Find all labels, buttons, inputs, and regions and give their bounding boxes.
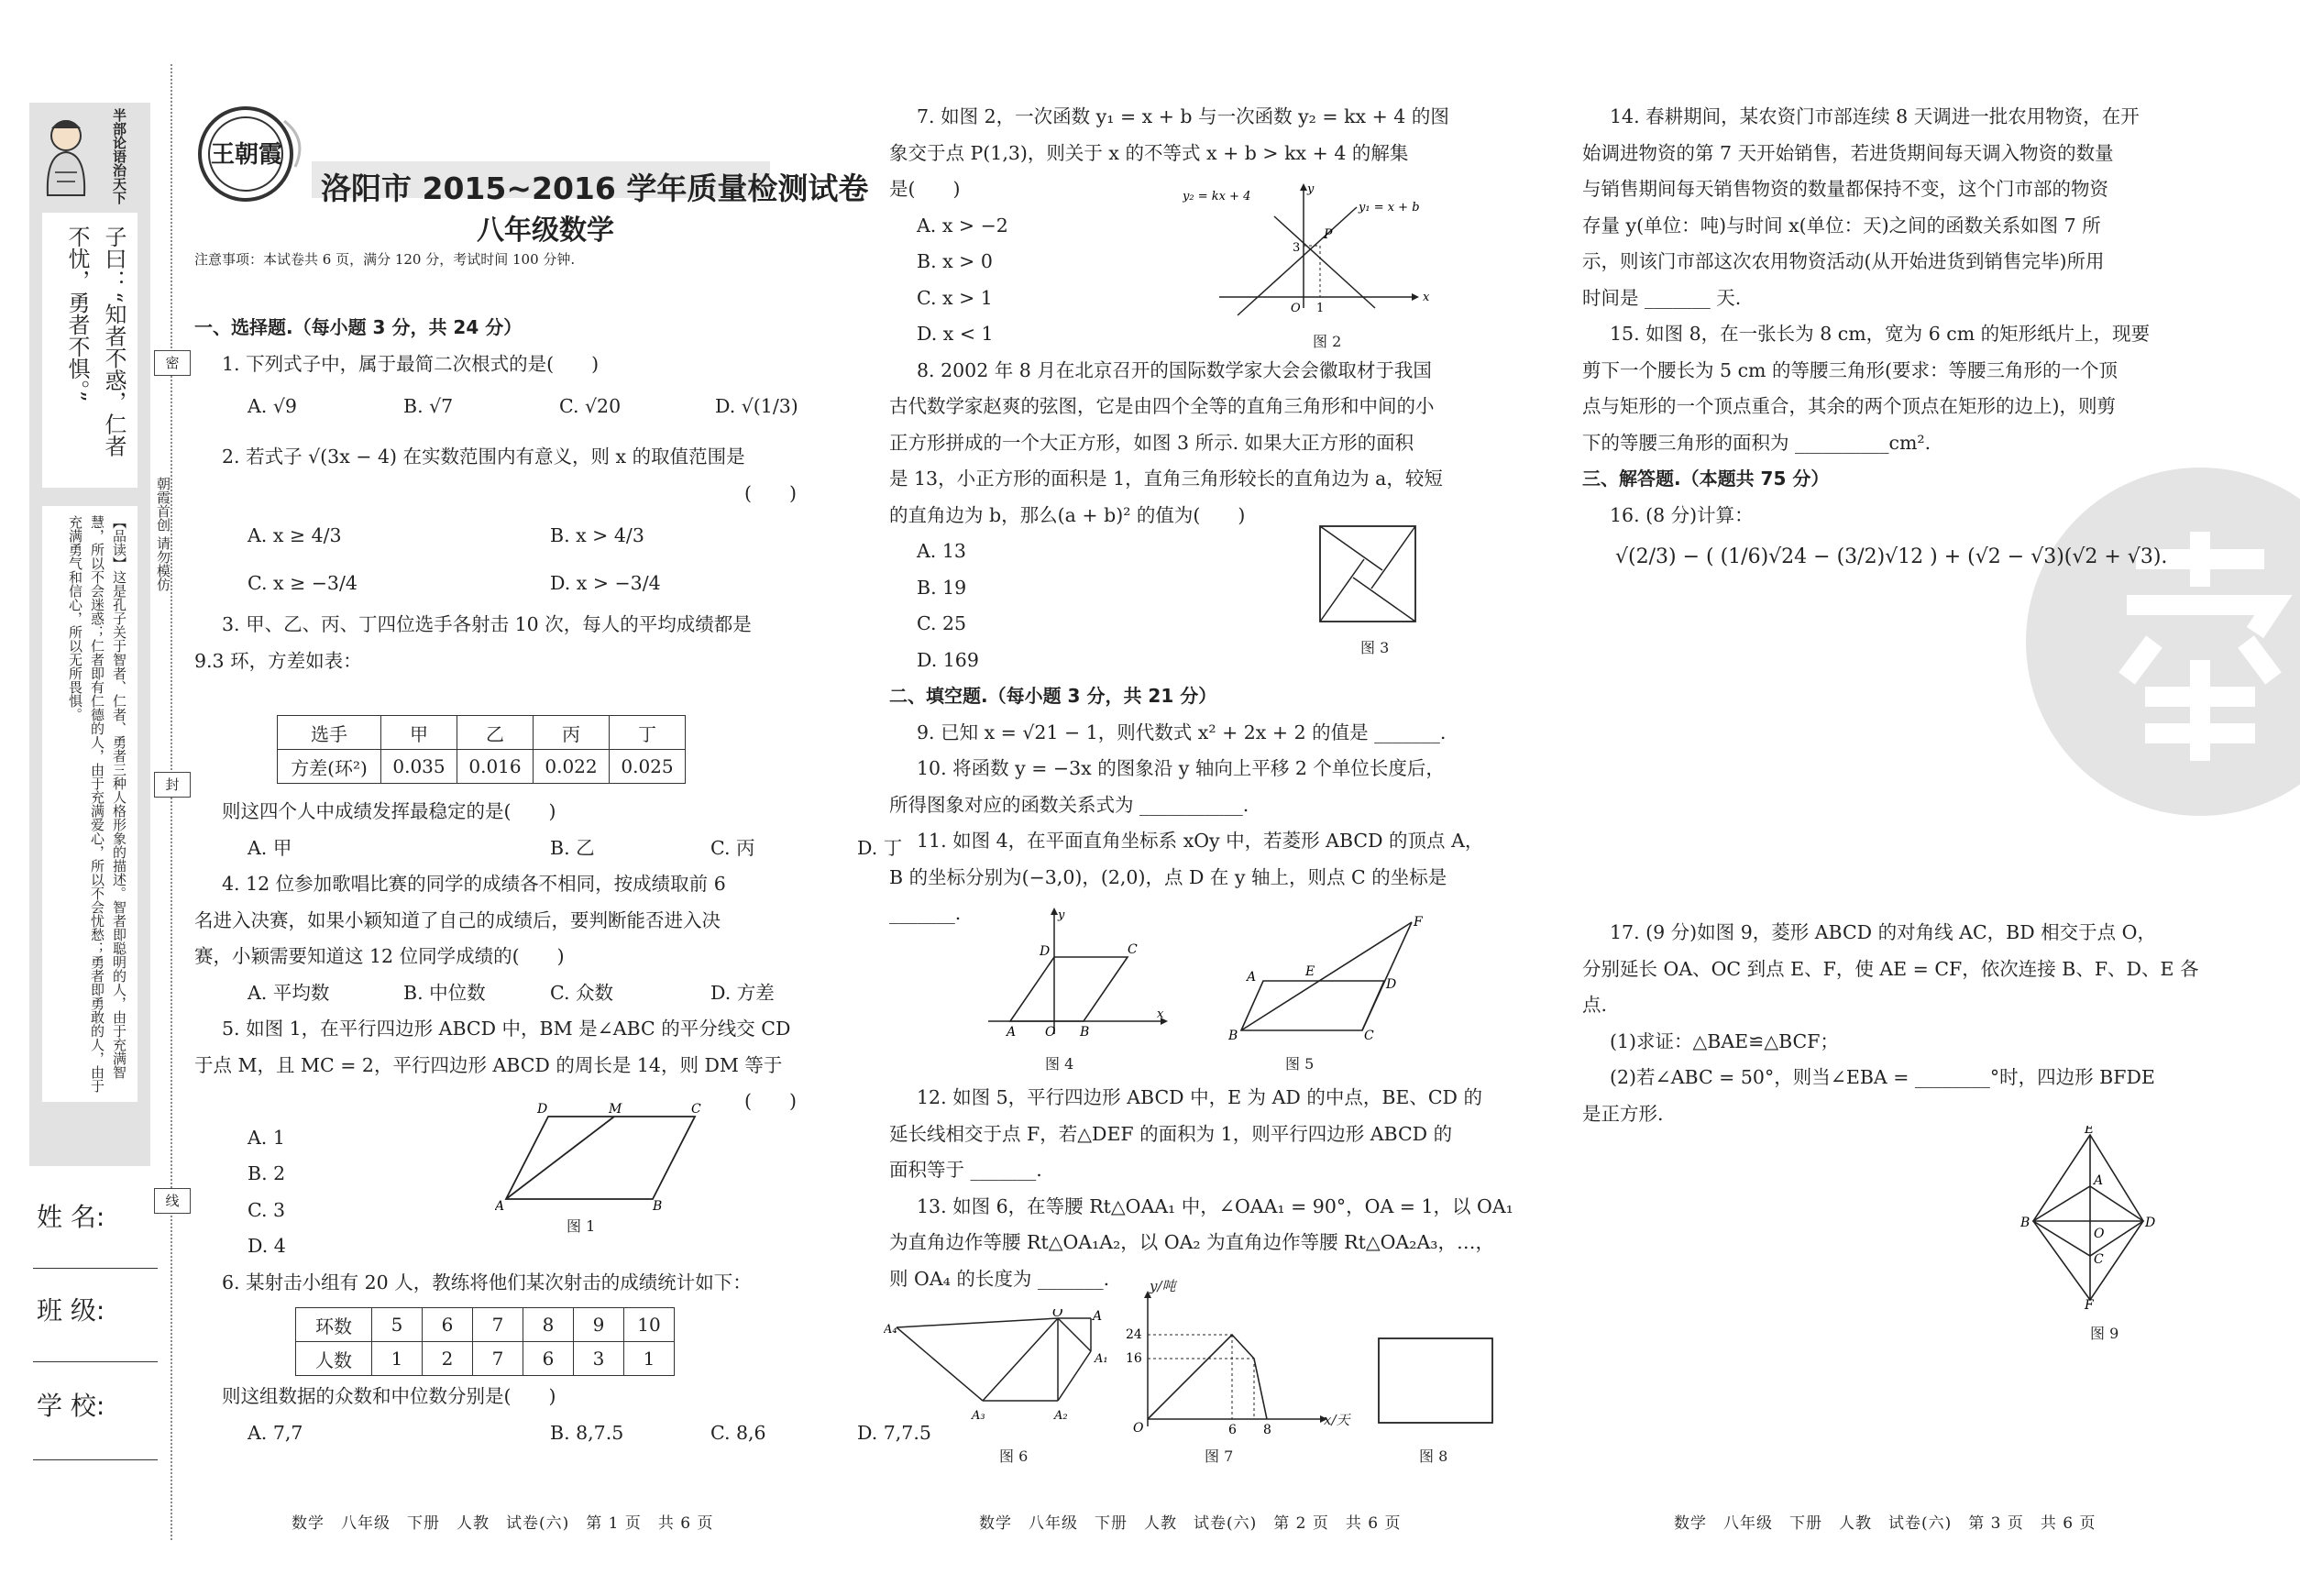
q14-stem-6: 时间是 _______ 天. [1582, 286, 1742, 309]
q8-stem-5: 的直角边为 b，那么(a + b)² 的值为( ) [889, 503, 1246, 526]
q8-option-c[interactable]: C. 25 [917, 612, 967, 634]
svg-text:O: O [1045, 1025, 1056, 1040]
school-line[interactable] [33, 1459, 158, 1460]
q5-paren: ( ) [744, 1090, 797, 1112]
table-cell: 甲 [381, 716, 457, 750]
svg-text:A₂: A₂ [1054, 1409, 1068, 1423]
q17-part-1: (1)求证：△BAE≌△BCF； [1610, 1029, 1839, 1052]
table-cell: 乙 [457, 716, 534, 750]
svg-text:D: D [1386, 977, 1397, 992]
q14-stem-3: 与销售期间每天销售物资的数量都保持不变，这个门市部的物资 [1582, 178, 2108, 200]
q5-option-d[interactable]: D. 4 [248, 1235, 286, 1257]
q7-option-c[interactable]: C. x > 1 [917, 286, 993, 309]
q13-stem-2: 为直角边作等腰 Rt△OA₁A₂，以 OA₂ 为直角边作等腰 Rt△OA₂A₃，…， [889, 1231, 1494, 1253]
table-cell: 丁 [610, 716, 686, 750]
variance-table [277, 715, 686, 784]
svg-text:B: B [2020, 1216, 2030, 1230]
table-cell: 方差(环²) [278, 750, 381, 784]
q17-part-2-end: 是正方形. [1582, 1102, 1664, 1125]
figure-1-caption: 图 1 [567, 1217, 596, 1235]
table-cell: 8 [523, 1308, 574, 1342]
svg-text:P: P [1324, 227, 1333, 242]
table-cell: 2 [423, 1342, 473, 1376]
svg-text:A: A [1247, 970, 1257, 985]
q3-option-d[interactable]: D. 丁 [857, 836, 903, 859]
q10-stem-2: 所得图象对应的函数关系式为 ___________. [889, 793, 1249, 816]
q4-stem-1: 4. 12 位参加歌唱比赛的同学的成绩各不相同，按成绩取前 6 [222, 873, 726, 895]
svg-text:O: O [1052, 1309, 1063, 1320]
table-cell: 1 [624, 1342, 675, 1376]
column-1-cont [194, 794, 902, 1301]
q1-option-d[interactable]: D. √(1/3) [715, 395, 798, 417]
q2-paren: ( ) [744, 481, 797, 504]
exam-notice: 注意事项：本试卷共 6 页，满分 120 分，考试时间 100 分钟. [194, 251, 576, 268]
figure-7-ylabel: y/吨 [1150, 1278, 1176, 1294]
svg-text:y₂ = kx + 4: y₂ = kx + 4 [1183, 190, 1251, 204]
figure-8-caption: 图 8 [1419, 1447, 1448, 1465]
q7-stem-2: 象交于点 P(1,3)，则关于 x 的不等式 x + b > kx + 4 的解集 [889, 141, 1409, 164]
figure-5-caption: 图 5 [1285, 1055, 1315, 1073]
q5-stem-1: 5. 如图 1，在平行四边形 ABCD 中，BM 是∠ABC 的平分线交 CD [222, 1018, 791, 1040]
slogan: 半部论语治天下 [111, 108, 127, 204]
q2-options-row2 [194, 559, 798, 607]
q3-stem-1: 3. 甲、乙、丙、丁四位选手各射击 10 次，每人的平均成绩都是 [222, 613, 752, 635]
q2-stem: 2. 若式子 √(3x − 4) 在实数范围内有意义，则 x 的取值范围是 [222, 446, 745, 468]
q4-option-d[interactable]: D. 方差 [710, 981, 775, 1004]
table-cell: 6 [423, 1308, 473, 1342]
q1-option-a[interactable]: A. √9 [248, 395, 297, 417]
q8-stem-4: 是 13，小正方形的面积是 1，直角三角形较长的直角边为 a，较短 [889, 468, 1443, 490]
svg-text:x: x [1423, 291, 1430, 304]
table-row [296, 1342, 675, 1376]
figure-4 [988, 906, 1172, 1047]
q16-expression: √(2/3) − ( (1/6)√24 − (3/2)√12 ) + (√2 − √3)(√2 + √3). [1615, 545, 2168, 568]
q11-stem-1: 11. 如图 4，在平面直角坐标系 xOy 中，若菱形 ABCD 的顶点 A， [917, 830, 1484, 852]
svg-text:D: D [537, 1102, 548, 1117]
q17-stem-1: 17. (9 分)如图 9，菱形 ABCD 的对角线 AC，BD 相交于点 O， [1610, 921, 2156, 943]
table-cell: 环数 [296, 1308, 372, 1342]
table-cell: 0.035 [381, 750, 457, 784]
confucius-quote: 子曰：“知者不惑，仁者不忧，勇者不惧。” [42, 213, 138, 488]
svg-text:B: B [653, 1199, 663, 1210]
q3-options [194, 831, 902, 867]
sidebar [29, 103, 150, 1166]
table-cell: 选手 [278, 716, 381, 750]
q3-option-c[interactable]: C. 丙 [710, 836, 755, 859]
q1-stem: 1. 下列式子中，属于最简二次根式的是( ) [222, 352, 600, 375]
section-3-heading: 三、解答题.（本题共 75 分） [1582, 468, 1830, 490]
svg-text:C: C [2094, 1252, 2104, 1267]
q9-stem: 9. 已知 x = √21 − 1，则代数式 x² + 2x + 2 的值是 _______. [917, 721, 1447, 743]
q6-stem-2: 则这组数据的众数和中位数分别是( ) [222, 1385, 556, 1407]
q8-stem-3: 正方形拼成的一个大正方形，如图 3 所示. 如果大正方形的面积 [889, 431, 1414, 454]
name-label: 姓 名: [37, 1202, 105, 1232]
q6-option-c[interactable]: C. 8,6 [710, 1421, 766, 1444]
q8-stem-2: 古代数学家赵爽的弦图，它是由四个全等的直角三角形和中间的小 [889, 395, 1435, 417]
table-cell: 3 [574, 1342, 624, 1376]
q7-option-b[interactable]: B. x > 0 [917, 250, 993, 272]
seal-xian: 线 [154, 1188, 191, 1214]
cut-line [171, 64, 172, 1540]
q14-stem-1: 14. 春耕期间，某农资门市部连续 8 天调进一批农用物资，在开 [1610, 105, 2140, 127]
q7-stem-3: 是( ) [889, 178, 961, 200]
q2-option-d[interactable]: D. x > −3/4 [550, 572, 661, 594]
figure-6 [884, 1309, 1122, 1432]
q6-stem: 6. 某射击小组有 20 人，教练将他们某次射击的成绩统计如下： [222, 1271, 752, 1293]
figure-2-caption: 图 2 [1313, 333, 1342, 350]
q4-stem-3: 赛，小颖需要知道这 12 位同学成绩的( ) [194, 945, 565, 967]
svg-text:E: E [2085, 1126, 2095, 1137]
q15-stem-4: 下的等腰三角形的面积为 __________cm². [1582, 431, 1931, 454]
svg-text:E: E [1305, 964, 1315, 979]
svg-text:D: D [1040, 944, 1051, 959]
section-2-heading: 二、填空题.（每小题 3 分，共 21 分） [889, 685, 1217, 707]
q7-stem-1: 7. 如图 2，一次函数 y₁ = x + b 与一次函数 y₂ = kx + 4 的图 [917, 105, 1449, 127]
brand-name: 王朝霞 [211, 141, 283, 169]
q17-part-2: (2)若∠ABC = 50°，则当∠EBA = ________°时，四边形 BFDE [1610, 1066, 2155, 1088]
page-footer-3: 数学 八年级 下册 人教 试卷(六) 第 3 页 共 6 页 [1674, 1514, 2096, 1533]
q5-option-c[interactable]: C. 3 [248, 1198, 286, 1221]
figure-3 [1318, 524, 1419, 629]
svg-text:16: 16 [1126, 1351, 1142, 1366]
figure-7-caption: 图 7 [1205, 1447, 1234, 1465]
q11-stem-3: _______. [889, 902, 962, 924]
q6-option-a[interactable]: A. 7,7 [248, 1421, 303, 1444]
svg-text:6: 6 [1228, 1423, 1237, 1437]
figure-8 [1377, 1337, 1494, 1428]
table-cell: 9 [574, 1308, 624, 1342]
name-line[interactable] [33, 1268, 158, 1269]
q12-stem-3: 面积等于 _______. [889, 1159, 1042, 1181]
figure-6-caption: 图 6 [999, 1447, 1029, 1465]
q7-option-d[interactable]: D. x < 1 [917, 323, 994, 345]
q4-options [194, 975, 902, 1012]
table-cell: 人数 [296, 1342, 372, 1376]
q15-stem-3: 点与矩形的一个顶点重合，其余的两个顶点在矩形的边上)，则剪 [1582, 395, 2116, 417]
svg-text:1: 1 [1316, 302, 1325, 315]
q8-option-b[interactable]: B. 19 [917, 576, 967, 599]
svg-text:B: B [1228, 1029, 1238, 1043]
svg-text:y: y [1307, 182, 1315, 196]
q16-stem: 16. (8 分)计算： [1610, 503, 1754, 526]
column-1 [194, 310, 798, 679]
q17-stem-2: 分别延长 OA、OC 到点 E、F，使 AE = CF，依次连接 B、F、D、E 各 [1582, 957, 2199, 980]
shooting-table [295, 1307, 675, 1376]
column-3 [1582, 99, 2167, 581]
figure-9-caption: 图 9 [2090, 1325, 2119, 1342]
svg-text:O: O [1133, 1421, 1144, 1436]
figure-7-xlabel: x/天 [1324, 1412, 1350, 1428]
q14-stem-4: 存量 y(单位：吨)与时间 x(单位：天)之间的函数关系如图 7 所 [1582, 214, 2101, 237]
table-cell: 6 [523, 1342, 574, 1376]
table-row [278, 716, 686, 750]
svg-text:8: 8 [1263, 1423, 1271, 1437]
scholar-icon [33, 108, 99, 200]
q11-stem-2: B 的坐标分别为(−3,0)，(2,0)，点 D 在 y 轴上，则点 C 的坐标是 [889, 865, 1447, 888]
q4-option-a[interactable]: A. 平均数 [248, 981, 330, 1004]
q1-option-b[interactable]: B. √7 [403, 395, 454, 417]
svg-text:24: 24 [1126, 1327, 1142, 1342]
page-footer-1: 数学 八年级 下册 人教 试卷(六) 第 1 页 共 6 页 [292, 1514, 714, 1533]
svg-text:3: 3 [1293, 241, 1301, 255]
pindu-commentary: 【品读】这是孔子关于智者、仁者、勇者三种人格形象的描述。智者即聪明的人，由于充满智慧，所以不会迷惑；仁者即有仁德的人，由于充满爱心，所以不会忧愁；勇者即勇敢的人，由于充满勇气和信心，所以无所畏惧。 [42, 506, 138, 1102]
svg-text:A: A [1007, 1025, 1017, 1040]
q6-option-d[interactable]: D. 7,7.5 [857, 1421, 931, 1444]
brand-logo [193, 103, 312, 205]
svg-text:y₁ = x + b: y₁ = x + b [1359, 201, 1420, 215]
q2-option-a[interactable]: A. x ≥ 4/3 [248, 524, 342, 546]
table-cell: 7 [473, 1342, 523, 1376]
q13-stem-3: 则 OA₄ 的长度为 _______. [889, 1267, 1110, 1290]
q4-option-b[interactable]: B. 中位数 [403, 981, 486, 1004]
svg-text:A₃: A₃ [972, 1409, 985, 1423]
table-cell: 10 [624, 1308, 675, 1342]
q3-option-a[interactable]: A. 甲 [248, 836, 292, 859]
q5-stem-2: 于点 M，且 MC = 2，平行四边形 ABCD 的周长是 14，则 DM 等于 [194, 1053, 783, 1076]
figure-4-caption: 图 4 [1045, 1055, 1074, 1073]
seal-feng: 封 [154, 772, 191, 798]
table-cell: 5 [372, 1308, 423, 1342]
figure-9 [2020, 1126, 2158, 1313]
q5-option-b[interactable]: B. 2 [248, 1162, 286, 1184]
exam-subtitle: 八年级数学 [477, 215, 614, 247]
svg-text:O: O [1291, 302, 1301, 315]
q3-stem-2: 9.3 环，方差如表： [194, 649, 362, 672]
figure-7 [1120, 1278, 1359, 1441]
q15-stem-2: 剪下一个腰长为 5 cm 的等腰三角形(要求：等腰三角形的一个顶 [1582, 358, 2118, 381]
svg-text:O: O [2094, 1227, 2105, 1241]
column-1-end [194, 1379, 931, 1451]
column-2-cont [889, 1080, 1513, 1297]
class-label: 班 级: [37, 1295, 105, 1326]
svg-text:F: F [2085, 1298, 2094, 1309]
svg-text:D: D [2145, 1216, 2156, 1230]
column-3-q17 [1582, 915, 2198, 1132]
figure-2 [1183, 180, 1458, 321]
svg-text:A: A [1093, 1309, 1103, 1324]
q12-stem-1: 12. 如图 5，平行四边形 ABCD 中，E 为 AD 的中点，BE、CD 的 [917, 1086, 1483, 1108]
q10-stem-1: 10. 将函数 y = −3x 的图象沿 y 轴向上平移 2 个单位长度后， [917, 757, 1445, 779]
copyright-note: 朝霞首创 请勿模仿 [155, 477, 171, 591]
q7-option-a[interactable]: A. x > −2 [917, 214, 1008, 237]
table-cell: 1 [372, 1342, 423, 1376]
svg-text:A: A [495, 1199, 505, 1210]
q8-option-a[interactable]: A. 13 [917, 540, 966, 562]
seal-mi: 密 [154, 350, 191, 376]
q2-option-c[interactable]: C. x ≥ −3/4 [248, 572, 358, 594]
q8-stem-1: 8. 2002 年 8 月在北京召开的国际数学家大会会徽取材于我国 [917, 358, 1432, 381]
page-footer-2: 数学 八年级 下册 人教 试卷(六) 第 2 页 共 6 页 [979, 1514, 1402, 1533]
table-cell: 7 [473, 1308, 523, 1342]
svg-text:C: C [1128, 942, 1138, 957]
table-cell: 0.016 [457, 750, 534, 784]
q4-option-c[interactable]: C. 众数 [550, 981, 613, 1004]
q1-options [194, 382, 798, 430]
svg-text:C: C [691, 1102, 701, 1117]
q3-stem-3: 则这四个人中成绩发挥最稳定的是( ) [222, 800, 556, 822]
q15-stem-1: 15. 如图 8，在一张长为 8 cm，宽为 6 cm 的矩形纸片上，现要 [1610, 323, 2151, 345]
exam-title: 洛阳市 2015~2016 学年质量检测试卷 [321, 171, 869, 206]
q6-option-b[interactable]: B. 8,7.5 [550, 1421, 624, 1444]
table-cell: 丙 [534, 716, 610, 750]
class-line[interactable] [33, 1361, 158, 1362]
q5-option-a[interactable]: A. 1 [248, 1126, 285, 1149]
svg-text:A: A [2094, 1173, 2104, 1188]
q13-stem-1: 13. 如图 6，在等腰 Rt△OAA₁ 中，∠OAA₁ = 90°，OA = 1，以 OA₁ [917, 1194, 1513, 1217]
figure-5 [1228, 915, 1439, 1047]
q2-options-row1 [194, 512, 798, 559]
q2-option-b[interactable]: B. x > 4/3 [550, 524, 644, 546]
q14-stem-2: 始调进物资的第 7 天开始销售，若进货期间每天调入物资的数量 [1582, 141, 2114, 164]
svg-text:A₁: A₁ [1095, 1352, 1108, 1366]
figure-1 [495, 1100, 715, 1214]
svg-text:B: B [1080, 1025, 1090, 1040]
q1-option-c[interactable]: C. √20 [559, 395, 622, 417]
table-cell: 0.025 [610, 750, 686, 784]
table-row [278, 750, 686, 784]
q3-option-b[interactable]: B. 乙 [550, 836, 595, 859]
q8-option-d[interactable]: D. 169 [917, 648, 979, 671]
q6-options [194, 1415, 931, 1452]
school-label: 学 校: [37, 1391, 105, 1421]
table-row [296, 1308, 675, 1342]
section-1-heading: 一、选择题.（每小题 3 分，共 24 分） [194, 316, 523, 338]
svg-text:C: C [1364, 1029, 1374, 1043]
svg-text:y: y [1058, 908, 1065, 922]
q17-stem-3: 点. [1582, 994, 1608, 1016]
table-cell: 0.022 [534, 750, 610, 784]
svg-text:x: x [1157, 1007, 1164, 1021]
q12-stem-2: 延长线相交于点 F，若△DEF 的面积为 1，则平行四边形 ABCD 的 [889, 1122, 1453, 1145]
figure-3-caption: 图 3 [1360, 639, 1390, 656]
svg-text:A₄: A₄ [884, 1323, 897, 1337]
svg-text:M: M [609, 1102, 622, 1117]
q14-stem-5: 示，则该门市部这次农用物资活动(从开始进货到销售完毕)所用 [1582, 250, 2105, 272]
q4-stem-2: 名进入决赛，如果小颖知道了自己的成绩后，要判断能否进入决 [194, 908, 721, 931]
svg-text:F: F [1414, 915, 1423, 930]
